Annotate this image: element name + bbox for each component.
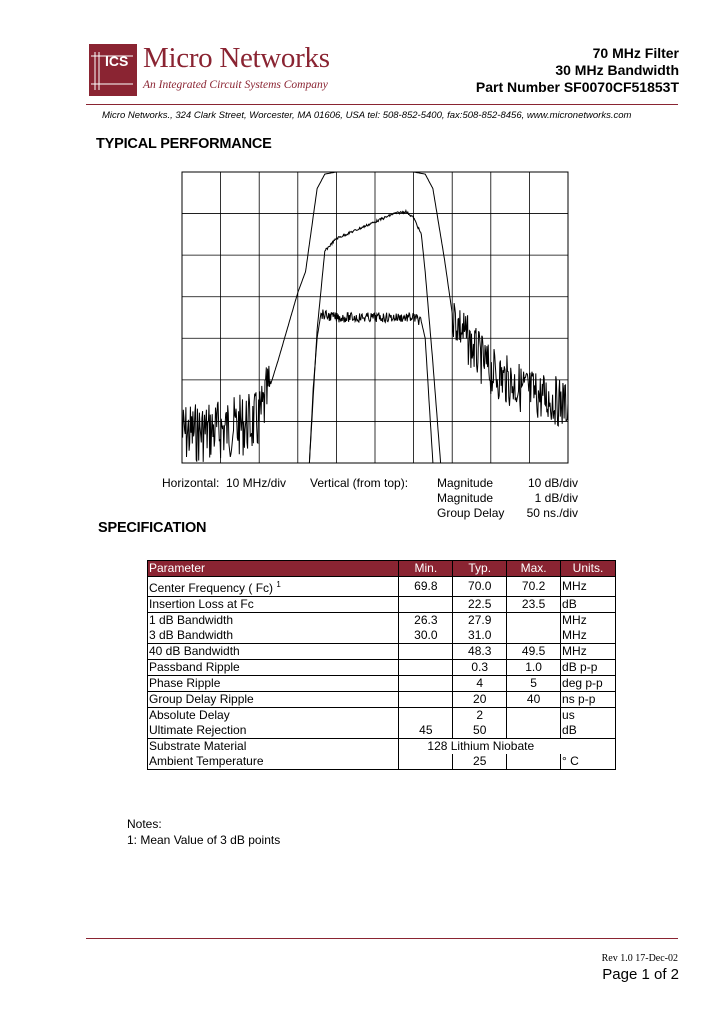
- max-cell: 23.5: [507, 597, 561, 613]
- trace-2-name: Magnitude: [437, 491, 494, 505]
- footer-divider: [86, 938, 678, 939]
- max-cell: [507, 613, 561, 629]
- max-cell: [507, 754, 561, 770]
- company-tagline: An Integrated Circuit Systems Company: [143, 79, 328, 91]
- min-cell: [399, 708, 453, 724]
- column-header-typ: Typ.: [453, 561, 507, 577]
- param-cell: 3 dB Bandwidth: [148, 628, 399, 644]
- logo-text: ICS: [105, 53, 129, 69]
- param-cell: Substrate Material: [148, 739, 399, 755]
- table-row: [148, 597, 616, 613]
- max-cell: 70.2: [507, 577, 561, 597]
- trace-group-delay: [309, 310, 433, 464]
- trace-1-scale: 10 dB/div: [527, 476, 578, 490]
- merged-value-cell: 128 Lithium Niobate: [399, 739, 616, 755]
- units-cell: dB p-p: [561, 660, 616, 676]
- param-cell: Center Frequency ( Fc) $^1$: [148, 577, 399, 597]
- trace-1-name: Magnitude: [437, 476, 494, 490]
- min-cell: [399, 754, 453, 770]
- column-header-max: Max.: [507, 561, 561, 577]
- typ-cell: 31.0: [453, 628, 507, 644]
- typ-cell: 50: [453, 723, 507, 739]
- column-header-min: Min.: [399, 561, 453, 577]
- param-cell: Ultimate Rejection: [148, 723, 399, 739]
- typ-cell: 22.5: [453, 597, 507, 613]
- table-row: [148, 644, 616, 660]
- table-row: [148, 577, 616, 597]
- horizontal-scale-label: Horizontal:: [162, 476, 220, 490]
- revision-label: Rev 1.0 17-Dec-02: [601, 953, 678, 964]
- typ-cell: 0.3: [453, 660, 507, 676]
- page-number: Page 1 of 2: [602, 966, 679, 983]
- typ-cell: 70.0: [453, 577, 507, 597]
- table-row: [148, 723, 616, 739]
- trace-3-name: Group Delay: [437, 506, 505, 520]
- horizontal-scale-value: 10 MHz/div: [226, 476, 287, 490]
- notes-section: [127, 816, 280, 848]
- trace-3-scale: 50 ns./div: [526, 506, 578, 520]
- company-address: Micro Networks., 324 Clark Street, Worcester, MA 01606, USA tel: 508-852-5400, fax:508-852-8456, www.micronetworks.com: [102, 110, 632, 121]
- title-line-part-number: Part Number SF0070CF51853T: [475, 79, 679, 95]
- max-cell: [507, 708, 561, 724]
- table-row: [148, 628, 616, 644]
- table-header-row: [148, 561, 616, 577]
- min-cell: 26.3: [399, 613, 453, 629]
- param-cell: 1 dB Bandwidth: [148, 613, 399, 629]
- units-cell: ns p-p: [561, 692, 616, 708]
- note-item: 1: Mean Value of 3 dB points: [127, 833, 281, 847]
- table-row: [148, 739, 616, 755]
- title-line-filter: 70 MHz Filter: [592, 45, 679, 61]
- max-cell: 40: [507, 692, 561, 708]
- table-row: [148, 613, 616, 629]
- max-cell: [507, 723, 561, 739]
- trace-2-scale: 1 dB/div: [534, 491, 578, 505]
- specification-table: [147, 560, 616, 770]
- typ-cell: 25: [453, 754, 507, 770]
- min-cell: [399, 660, 453, 676]
- typ-cell: 27.9: [453, 613, 507, 629]
- header-divider: [86, 104, 678, 105]
- units-cell: dB: [561, 723, 616, 739]
- column-header-units: Units.: [561, 561, 616, 577]
- units-cell: MHz: [561, 644, 616, 660]
- company-logo: [89, 44, 137, 96]
- performance-heading: TYPICAL PERFORMANCE: [96, 136, 272, 152]
- table-row: [148, 692, 616, 708]
- typ-cell: 2: [453, 708, 507, 724]
- document-title: [476, 45, 679, 96]
- table-row: [148, 676, 616, 692]
- company-name: Micro Networks: [143, 42, 330, 74]
- min-cell: [399, 597, 453, 613]
- min-cell: 30.0: [399, 628, 453, 644]
- min-cell: [399, 692, 453, 708]
- vertical-scale-label: Vertical (from top):: [310, 476, 409, 490]
- units-cell: us: [561, 708, 616, 724]
- param-cell: Insertion Loss at Fc: [148, 597, 399, 613]
- typ-cell: 48.3: [453, 644, 507, 660]
- specification-heading: SPECIFICATION: [98, 520, 207, 536]
- performance-chart: [180, 170, 570, 465]
- typ-cell: 20: [453, 692, 507, 708]
- title-line-bandwidth: 30 MHz Bandwidth: [555, 62, 679, 78]
- table-row: [148, 660, 616, 676]
- min-cell: [399, 676, 453, 692]
- param-cell: Phase Ripple: [148, 676, 399, 692]
- param-cell: Passband Ripple: [148, 660, 399, 676]
- param-cell: 40 dB Bandwidth: [148, 644, 399, 660]
- min-cell: 69.8: [399, 577, 453, 597]
- units-cell: ° C: [561, 754, 616, 770]
- units-cell: MHz: [561, 613, 616, 629]
- units-cell: MHz: [561, 577, 616, 597]
- units-cell: dB: [561, 597, 616, 613]
- max-cell: [507, 628, 561, 644]
- typ-cell: 4: [453, 676, 507, 692]
- min-cell: [399, 644, 453, 660]
- param-cell: Ambient Temperature: [148, 754, 399, 770]
- units-cell: deg p-p: [561, 676, 616, 692]
- max-cell: 49.5: [507, 644, 561, 660]
- column-header-parameter: Parameter: [148, 561, 399, 577]
- min-cell: 45: [399, 723, 453, 739]
- param-cell: Group Delay Ripple: [148, 692, 399, 708]
- table-row: [148, 754, 616, 770]
- units-cell: MHz: [561, 628, 616, 644]
- table-row: [148, 708, 616, 724]
- notes-heading: Notes:: [127, 817, 162, 831]
- max-cell: 5: [507, 676, 561, 692]
- param-cell: Absolute Delay: [148, 708, 399, 724]
- max-cell: 1.0: [507, 660, 561, 676]
